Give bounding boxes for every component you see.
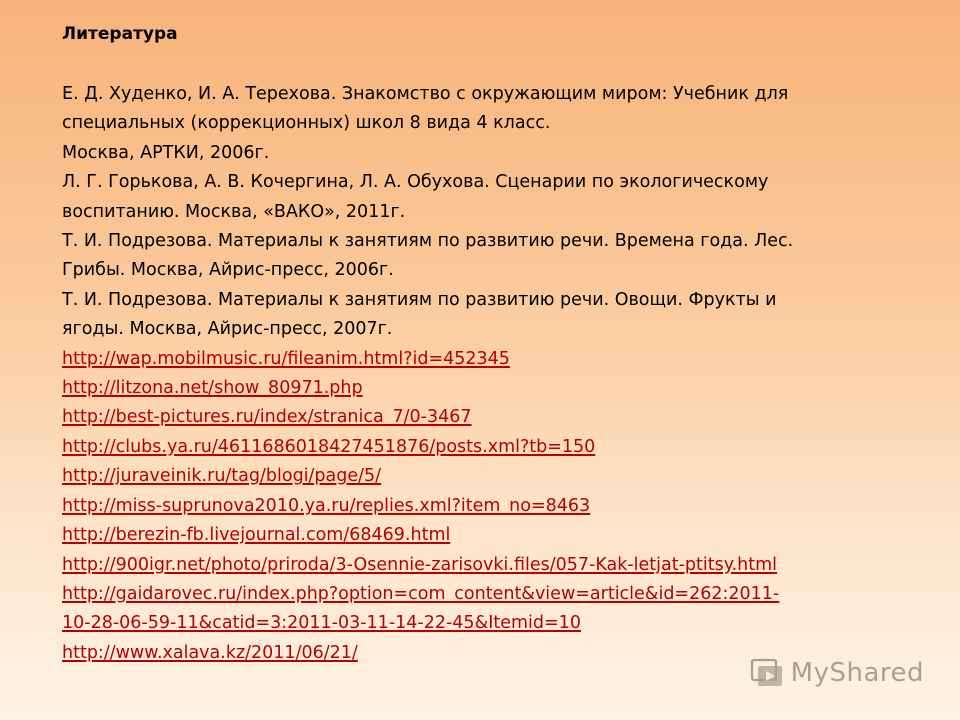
reference-line: Москва, АРТКИ, 2006г.: [62, 142, 270, 163]
reference-line: Грибы. Москва, Айрис-пресс, 2006г.: [62, 260, 394, 281]
watermark-text: MyShared: [790, 658, 924, 688]
reference-line: ягоды. Москва, Айрис-пресс, 2007г.: [62, 319, 393, 340]
reference-line: Е. Д. Худенко, И. А. Терехова. Знакомство с окружающим миром: Учебник для: [62, 84, 789, 104]
reference-line: воспитанию. Москва, «ВАКО», 2011г.: [62, 201, 406, 222]
reference-link[interactable]: http://miss-suprunova2010.ya.ru/replies.xml?item_no=8463: [62, 495, 591, 516]
reference-link[interactable]: http://clubs.ya.ru/4611686018427451876/posts.xml?tb=150: [62, 436, 596, 457]
reference-link[interactable]: http://900igr.net/photo/priroda/3-Osennie-zarisovki.files/057-Kak-letjat-ptitsy.html: [62, 554, 778, 575]
reference-link[interactable]: http://juraveinik.ru/tag/blogi/page/5/: [62, 466, 382, 487]
reference-line: Т. И. Подрезова. Материалы к занятиям по развитию речи. Времена года. Лес.: [62, 231, 794, 252]
reference-line: Л. Г. Горькова, А. В. Кочергина, Л. А. Обухова. Сценарии по экологическому: [62, 172, 769, 193]
reference-line: специальных (коррекционных) школ 8 вида 4 класс.: [62, 113, 551, 134]
reference-link[interactable]: http://best-pictures.ru/index/stranica_7/0-3467: [62, 407, 472, 428]
myshared-watermark: [749, 652, 924, 694]
reference-link[interactable]: http://gaidarovec.ru/index.php?option=com_content&view=article&id=262:2011-: [62, 583, 780, 604]
reference-link[interactable]: http://www.xalava.kz/2011/06/21/: [62, 642, 358, 663]
reference-line: Т. И. Подрезова. Материалы к занятиям по развитию речи. Овощи. Фрукты и: [62, 289, 777, 310]
literature-slide: [62, 22, 942, 668]
reference-link[interactable]: http://wap.mobilmusic.ru/fileanim.html?id=452345: [62, 348, 510, 369]
reference-link[interactable]: http://berezin-fb.livejournal.com/68469.html: [62, 525, 451, 546]
myshared-logo-icon: [749, 655, 785, 691]
reference-list: [62, 80, 942, 668]
reference-link[interactable]: 10-28-06-59-11&catid=3:2011-03-11-14-22-45&Itemid=10: [62, 613, 581, 634]
page-title: Литература: [62, 24, 178, 44]
reference-link[interactable]: http://litzona.net/show_80971.php: [62, 378, 363, 399]
